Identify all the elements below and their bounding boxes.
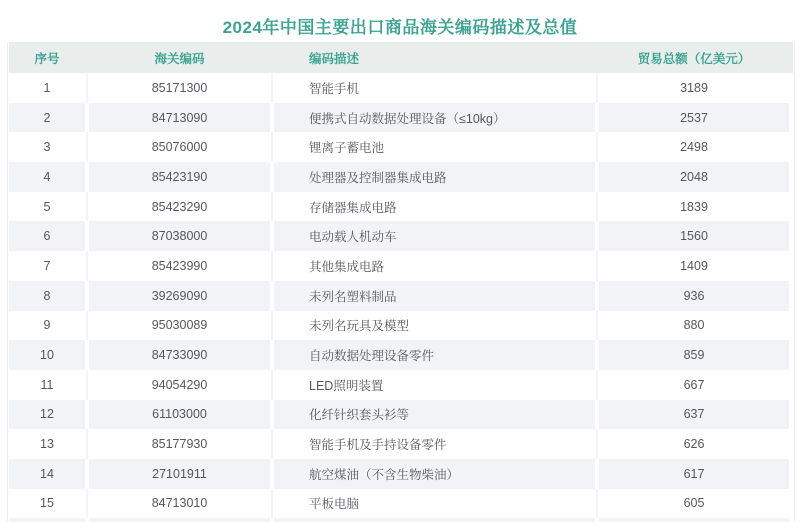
trade-value: 617 [599, 459, 789, 489]
table-row [9, 162, 793, 192]
trade-value: 1560 [599, 221, 789, 251]
page-title: 2024年中国主要出口商品海关编码描述及总值 [222, 18, 578, 37]
trade-value: 2498 [599, 132, 789, 162]
trade-value: 859 [599, 340, 789, 370]
row-serial: 14 [9, 459, 85, 489]
table-row [9, 221, 793, 251]
clipped-cell [599, 518, 789, 522]
code-description: 自动数据处理设备零件 [274, 340, 595, 370]
code-description: 未列名塑料制品 [274, 281, 595, 311]
hs-code: 84713090 [89, 103, 270, 133]
row-serial: 12 [9, 400, 85, 430]
column-header-serial: 序号 [34, 51, 60, 66]
trade-value: 637 [599, 400, 789, 430]
hs-code: 85171300 [89, 73, 270, 103]
code-description: 其他集成电路 [274, 251, 595, 281]
hs-code: 85177930 [89, 429, 270, 459]
hs-code: 39269090 [89, 281, 270, 311]
table-row [9, 103, 793, 133]
clipped-cell [89, 518, 270, 522]
code-description: LED照明装置 [274, 370, 595, 400]
code-description: 智能手机 [274, 73, 595, 103]
code-description: 平板电脑 [274, 489, 595, 519]
trade-value: 605 [599, 489, 789, 519]
hs-code: 84733090 [89, 340, 270, 370]
table-row [9, 340, 793, 370]
trade-value: 880 [599, 311, 789, 341]
trade-value: 626 [599, 429, 789, 459]
trade-value: 1409 [599, 251, 789, 281]
hs-code: 94054290 [89, 370, 270, 400]
row-serial: 4 [9, 162, 85, 192]
trade-value: 2537 [599, 103, 789, 133]
row-serial: 1 [9, 73, 85, 103]
code-description: 化纤针织套头衫等 [274, 400, 595, 430]
row-serial: 5 [9, 192, 85, 222]
hs-code: 27101911 [89, 459, 270, 489]
trade-value: 3189 [599, 73, 789, 103]
code-description: 便携式自动数据处理设备（≤10kg） [274, 103, 595, 133]
hs-code: 61103000 [89, 400, 270, 430]
clipped-cell [274, 518, 595, 522]
table-row [9, 311, 793, 341]
row-serial: 7 [9, 251, 85, 281]
table-row [9, 370, 793, 400]
hs-code: 95030089 [89, 311, 270, 341]
trade-value: 2048 [599, 162, 789, 192]
clipped-cell [9, 518, 85, 522]
code-description: 未列名玩具及模型 [274, 311, 595, 341]
table-header-row [9, 42, 793, 73]
table-row [9, 429, 793, 459]
row-serial: 3 [9, 132, 85, 162]
row-serial: 9 [9, 311, 85, 341]
code-description: 智能手机及手持设备零件 [274, 429, 595, 459]
table-row [9, 132, 793, 162]
hs-code: 85076000 [89, 132, 270, 162]
column-header-hs-code: 海关编码 [154, 51, 205, 66]
column-header-description: 编码描述 [309, 51, 360, 66]
table-row [9, 73, 793, 103]
hs-code: 85423290 [89, 192, 270, 222]
trade-value: 1839 [599, 192, 789, 222]
row-serial: 2 [9, 103, 85, 133]
row-serial: 13 [9, 429, 85, 459]
code-description: 锂离子蓄电池 [274, 132, 595, 162]
row-serial: 11 [9, 370, 85, 400]
hs-code: 85423990 [89, 251, 270, 281]
column-header-trade-value: 贸易总额（亿美元） [637, 51, 751, 66]
table-row [9, 489, 793, 519]
table-row [9, 400, 793, 430]
trade-value: 936 [599, 281, 789, 311]
customs-export-table [7, 42, 795, 522]
hs-code: 84713010 [89, 489, 270, 519]
table-row [9, 281, 793, 311]
code-description: 航空煤油（不含生物柴油） [274, 459, 595, 489]
code-description: 存储器集成电路 [274, 192, 595, 222]
row-serial: 8 [9, 281, 85, 311]
trade-value: 667 [599, 370, 789, 400]
code-description: 处理器及控制器集成电路 [274, 162, 595, 192]
code-description: 电动载人机动车 [274, 221, 595, 251]
hs-code: 87038000 [89, 221, 270, 251]
row-serial: 15 [9, 489, 85, 519]
table-row [9, 459, 793, 489]
hs-code: 85423190 [89, 162, 270, 192]
table-body [9, 73, 793, 518]
table-row [9, 251, 793, 281]
clipped-next-row [9, 518, 793, 522]
row-serial: 6 [9, 221, 85, 251]
table-row [9, 192, 793, 222]
row-serial: 10 [9, 340, 85, 370]
